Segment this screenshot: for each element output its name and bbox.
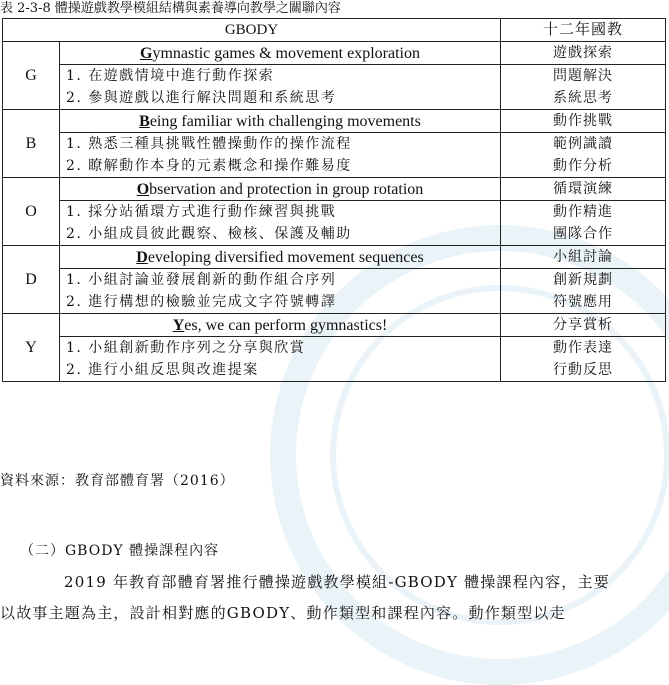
table-caption: 表 2-3-8 體操遊戲教學模組結構與素養導向教學之關聯內容 [0, 1, 341, 16]
section-items-row [3, 65, 666, 110]
section-item: 2. 進行小組反思與改進提案 [66, 362, 259, 378]
section-title-initial: O [136, 180, 150, 198]
paragraph-line-2: 以故事主題為主，設計相對應的GBODY、動作類型和課程內容。動作類型以走 [0, 604, 566, 622]
section-items [60, 133, 501, 178]
section-title-text: bservation and protection in group rotation [149, 180, 424, 198]
section-title-initial: D [136, 248, 148, 266]
section-title [60, 246, 501, 269]
section-title-row [3, 246, 666, 269]
section-letter: O [3, 178, 60, 246]
section-competency: 循環演練 [501, 178, 666, 201]
section-title-text: ymnastic games & movement exploration [152, 44, 420, 62]
section-competency-item: 動作分析 [553, 158, 613, 174]
section-competency-item: 動作精進 [553, 204, 613, 220]
section-items-row [3, 133, 666, 178]
section-title-row [3, 42, 666, 65]
section-competency: 小組討論 [501, 246, 666, 269]
section-title-row [3, 178, 666, 201]
section-competency-items [501, 133, 666, 178]
body-paragraph [0, 567, 669, 629]
section-item: 2. 小組成員彼此觀察、檢核、保護及輔助 [66, 226, 352, 242]
table-body [3, 42, 666, 382]
section-title-initial: B [139, 112, 150, 130]
section-title-row [3, 110, 666, 133]
section-letter: D [3, 246, 60, 314]
section-title-row [3, 314, 666, 337]
section-title-text: es, we can perform gymnastics! [184, 316, 388, 334]
section-letter: G [3, 42, 60, 110]
section-competency: 遊戲探索 [501, 42, 666, 65]
section-competency-item: 系統思考 [553, 90, 613, 106]
section-competency-items [501, 269, 666, 314]
section-items [60, 337, 501, 382]
section-item: 1. 在遊戲情境中進行動作探索 [66, 68, 275, 84]
section-competency-items [501, 65, 666, 110]
gbody-table [2, 18, 666, 382]
section-title [60, 110, 501, 133]
section-title-text: eveloping diversified movement sequences [147, 248, 424, 266]
header-gbody: GBODY [3, 19, 501, 42]
section-title [60, 314, 501, 337]
section-competency-item: 動作表達 [553, 340, 613, 356]
section-competency-item: 範例識讀 [553, 136, 613, 152]
section-competency-item: 創新規劃 [553, 272, 613, 288]
section-competency: 分享賞析 [501, 314, 666, 337]
section-item: 1. 小組討論並發展創新的動作組合序列 [66, 272, 337, 288]
section-competency-item: 符號應用 [553, 294, 613, 310]
header-curriculum: 十二年國教 [501, 19, 666, 42]
section-heading: （二）GBODY 體操課程內容 [20, 543, 220, 559]
section-items [60, 65, 501, 110]
table-header-row [3, 19, 666, 42]
section-competency-item: 問題解決 [553, 68, 613, 84]
section-competency-items [501, 337, 666, 382]
section-item: 1. 採分站循環方式進行動作練習與挑戰 [66, 204, 337, 220]
section-competency-items [501, 201, 666, 246]
section-item: 2. 瞭解動作本身的元素概念和操作難易度 [66, 158, 352, 174]
section-title-initial: G [140, 44, 153, 62]
section-item: 1. 熟悉三種具挑戰性體操動作的操作流程 [66, 136, 352, 152]
section-item: 2. 進行構想的檢驗並完成文字符號轉譯 [66, 294, 337, 310]
section-items [60, 269, 501, 314]
section-title-initial: Y [172, 316, 185, 334]
section-competency-item: 團隊合作 [553, 226, 613, 242]
section-title [60, 178, 501, 201]
section-items-row [3, 337, 666, 382]
section-items-row [3, 269, 666, 314]
paragraph-line-1: 2019 年教育部體育署推行體操遊戲教學模組-GBODY 體操課程內容，主要 [64, 573, 610, 591]
section-competency-item: 行動反思 [553, 362, 613, 378]
section-competency: 動作挑戰 [501, 110, 666, 133]
source-note: 資料來源：教育部體育署（2016） [0, 473, 235, 489]
section-letter: B [3, 110, 60, 178]
section-item: 2. 參與遊戲以進行解決問題和系統思考 [66, 90, 337, 106]
section-title-text: eing familiar with challenging movements [149, 112, 421, 130]
section-letter: Y [3, 314, 60, 382]
section-items [60, 201, 501, 246]
section-item: 1. 小組創新動作序列之分享與欣賞 [66, 340, 306, 356]
section-title [60, 42, 501, 65]
section-items-row [3, 201, 666, 246]
